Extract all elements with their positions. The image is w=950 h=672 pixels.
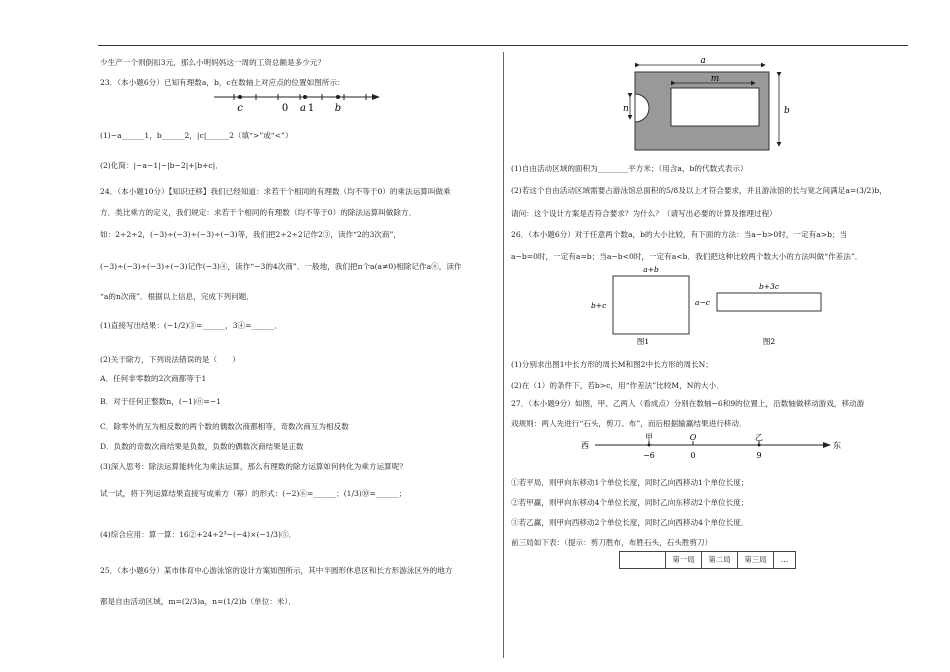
label-a: a [700, 56, 706, 66]
rule-1: ①若平局，则甲向东移动1个单位长度，同时乙向西移动1个单位长度； [511, 478, 749, 487]
text-line: 都是自由活动区域，m=(2/3)a，n=(1/2)b（单位：米）． [100, 597, 296, 606]
q23-part1: (1)−a______1，b______2，|c|______2（填“>”或“<”） [100, 131, 293, 140]
option-b: B．对于任何正整数n，(−1)ⓝ=−1 [100, 397, 222, 406]
text-line: 前三局如下表：（提示：剪刀胜布，布胜石头，石头胜剪刀） [511, 538, 713, 547]
q27-number-line [581, 432, 841, 462]
q23-part2: (2)化简：|−a−1|−|b−2|+|b+c|． [100, 161, 223, 170]
question-24-heading: 24．（本小题10分）【知识迁移】我们已经知道：求若干个相同的有理数（均不等于0）的乘法运算叫做乘 [100, 187, 451, 196]
pool-diagram [623, 56, 790, 154]
option-c: C．除零外的互为相反数的两个数的偶数次商都相等，奇数次商互为相反数 [100, 422, 349, 431]
label-east: 东 [833, 441, 841, 450]
question-26-heading: 26．（本小题6分）对于任意两个数a，b的大小比较，有下面的方法：当a−b>0时，一定有a>b；当 [511, 230, 848, 239]
label-b: b [784, 106, 790, 116]
table-cell: 第二局 [702, 552, 738, 569]
q23-number-line [212, 92, 382, 116]
text-line: 试一试，将下列运算结果直接写成乘方（幂）的形式：(−2)⑥=______；(1/3)⑩=______； [100, 489, 407, 498]
caption-fig2: 图2 [762, 337, 776, 346]
tick-0: 0 [690, 451, 696, 460]
q26-part1: (1)分别求出图1中长方形的周长M和图2中长方形的周长N； [511, 360, 713, 369]
rectangle-figures [591, 262, 831, 346]
rule-3: ③若乙赢，则甲向西移动2个单位长度，同时乙向西移动4个单位长度． [511, 518, 749, 527]
label-m: m [710, 74, 720, 84]
label-c: c [237, 103, 243, 114]
option-a: A．任何非零数的2次商都等于1 [100, 374, 207, 383]
text-line: (−3)÷(−3)÷(−3)÷(−3)记作(−3)④，读作“−3的4次商”．一般地，我们把n个a(a≠0)相除记作aⓝ，读作 [100, 262, 462, 271]
text-line: 方．类比乘方的定义，我们规定：求若干个相同的有理数（均不等于0）的除法运算叫做除方． [100, 208, 417, 217]
label-origin: O [689, 433, 697, 442]
label-a-minus-c: a−c [695, 298, 710, 307]
label-yi: 乙 [755, 433, 763, 442]
option-d: D．负数的奇数次商结果是负数，负数的偶数次商结果是正数 [100, 442, 304, 451]
label-n: n [623, 104, 629, 114]
q24-part1: (1)直接写出结果：(−1/2)③=______，3④=______． [100, 321, 282, 330]
label-jia: 甲 [645, 433, 653, 442]
table-cell: … [774, 552, 796, 569]
tick-9: 9 [756, 451, 762, 460]
q24-part4: (4)综合应用：算一算：16②+24÷2³−(−4)×(−1/3)⑤． [100, 530, 297, 539]
text-line: 请问：这个设计方案是否符合要求？为什么？（请写出必要的计算及推理过程） [511, 209, 777, 218]
label-b: b [334, 103, 342, 114]
label-a: a [300, 103, 306, 114]
label-b-plus-c: b+c [591, 301, 607, 310]
q24-part3: (3)深入思考：除法运算能转化为乘法运算，那么有理数的除方运算如何转化为乘方运算呢？ [100, 462, 407, 471]
right-column [511, 58, 915, 662]
question-25-heading: 25．（本小题6分）某市体育中心游泳馆的设计方案如图所示，其中半圆形休息区和长方形游泳区外的地方 [100, 566, 453, 575]
label-zero: 0 [281, 103, 289, 114]
rounds-table [619, 551, 796, 569]
label-b-plus-3c: b+3c [758, 282, 780, 291]
question-27-heading: 27．（本小题9分）如图，甲、乙两人（看成点）分别在数轴−6和9的位置上，沿数轴做移动游戏，移动游 [511, 399, 865, 408]
left-column [100, 58, 496, 662]
q25-part2: (2)若这个自由活动区域需要占游泳馆总面积的5/8及以上才符合要求，并且游泳馆的长与宽之间满足a=(3/2)b， [511, 186, 887, 195]
text-line: 戏规则：两人先进行“石头，剪刀、布”，而后根据输赢结果进行移动． [511, 419, 747, 428]
text-line: a−b=0时，一定有a=b；当a−b<0时，一定有a<b．我们把这种比较两个数大小的方法叫做“作差法”． [511, 252, 863, 261]
q25-part1: (1)自由活动区域的面积为________平方米；（用含a，b的代数式表示） [511, 164, 748, 173]
table-row [620, 552, 796, 569]
tick-neg6: −6 [643, 451, 655, 460]
header-rule [98, 45, 908, 46]
label-a-plus-b: a+b [643, 265, 659, 274]
q26-part2: (2)在（1）的条件下，若b>c，用“作差法”比较M，N的大小． [511, 381, 724, 390]
text-line: 如：2÷2÷2，(−3)÷(−3)÷(−3)÷(−3)等，我们把2÷2÷2记作2③，读作“2的3次商”， [100, 230, 401, 239]
column-divider [503, 52, 504, 658]
text-line: “a的n次商”．根据以上信息，完成下列问题． [100, 292, 254, 301]
table-cell [620, 552, 666, 569]
rule-2: ②若甲赢，则甲向东移动4个单位长度，同时乙向东移动2个单位长度； [511, 498, 749, 507]
label-one: 1 [307, 103, 315, 114]
table-cell: 第一局 [666, 552, 702, 569]
question-23-heading: 23．（本小题6分）已知有理数a，b，c在数轴上对应点的位置如图所示： [100, 78, 345, 87]
q24-part2: (2)关于除方，下列说法错误的是（ ） [100, 355, 240, 364]
table-cell: 第三局 [738, 552, 774, 569]
label-west: 西 [581, 441, 589, 450]
caption-fig1: 图1 [636, 337, 650, 346]
text-line: 少生产一个则倒扣3元，那么小明妈妈这一周的工资总额是多少元？ [100, 58, 326, 67]
